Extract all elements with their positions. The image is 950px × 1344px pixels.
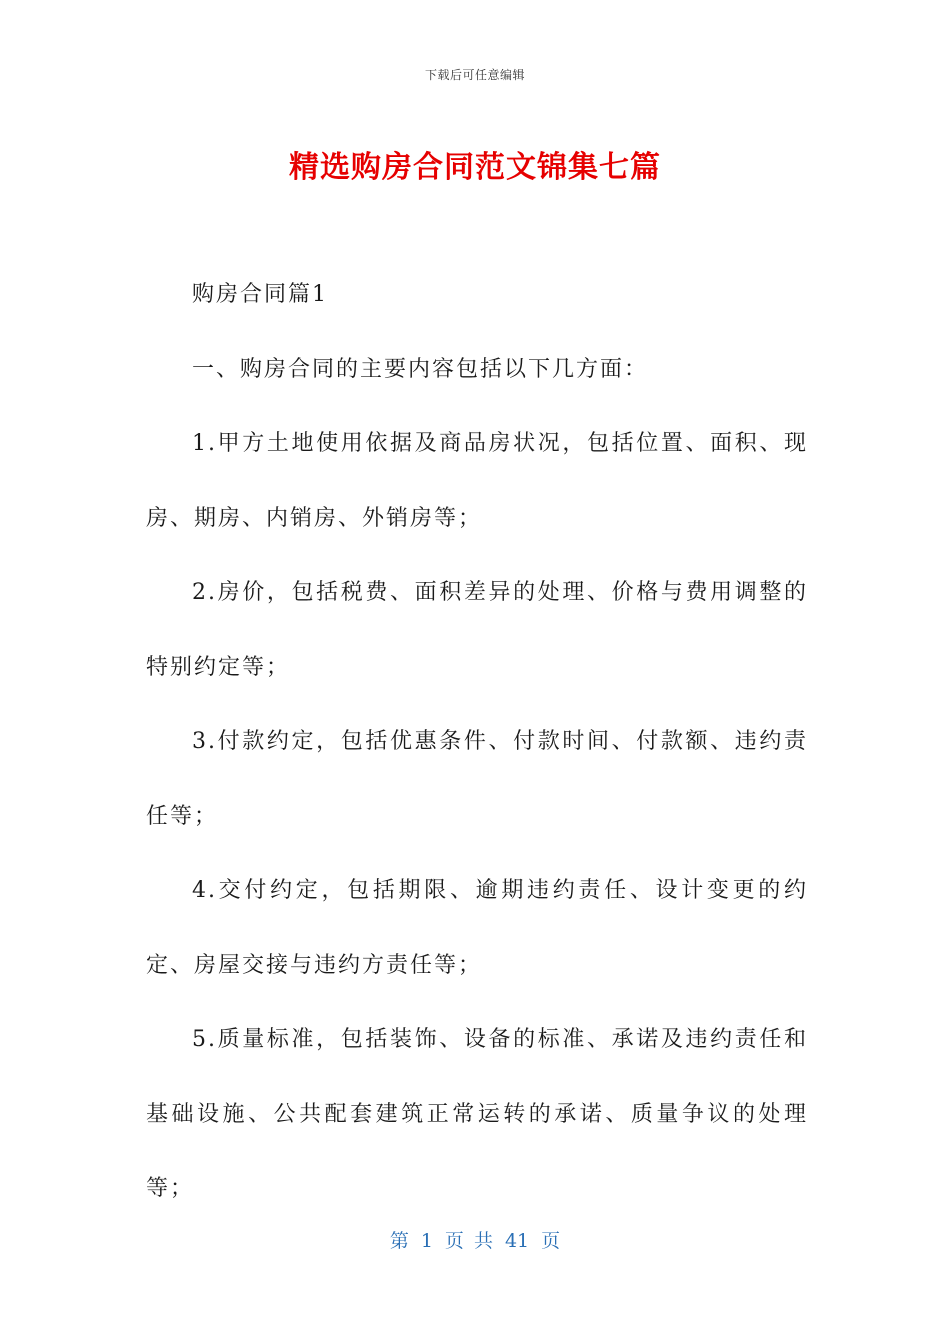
paragraph: 1.甲方土地使用依据及商品房状况，包括位置、面积、现房、期房、内销房、外销房等； [146, 431, 808, 531]
footer-suffix: 页 [541, 1230, 561, 1252]
section-heading: 购房合同篇1 [192, 282, 328, 307]
document-title: 精选购房合同范文锦集七篇 [289, 150, 661, 185]
footer-prefix: 第 [389, 1230, 409, 1252]
paragraph: 3.付款约定，包括优惠条件、付款时间、付款额、违约责任等； [146, 729, 808, 829]
header-note: 下载后可任意编辑 [424, 68, 525, 82]
current-page-number: 1 [420, 1230, 433, 1252]
paragraph: 4.交付约定，包括期限、逾期违约责任、设计变更的约定、房屋交接与违约方责任等； [146, 878, 808, 978]
paragraph: 一、购房合同的主要内容包括以下几方面： [192, 356, 649, 382]
paragraph: 5.质量标准，包括装饰、设备的标准、承诺及违约责任和基础设施、公共配套建筑正常运转的承诺、质量争议的处理等； [146, 1027, 808, 1201]
document-body [146, 258, 808, 1227]
footer-middle: 页 共 [444, 1230, 493, 1252]
paragraph: 2.房价，包括税费、面积差异的处理、价格与费用调整的特别约定等； [146, 580, 808, 680]
page-number-footer [0, 1226, 950, 1253]
total-pages-number: 41 [504, 1230, 530, 1252]
